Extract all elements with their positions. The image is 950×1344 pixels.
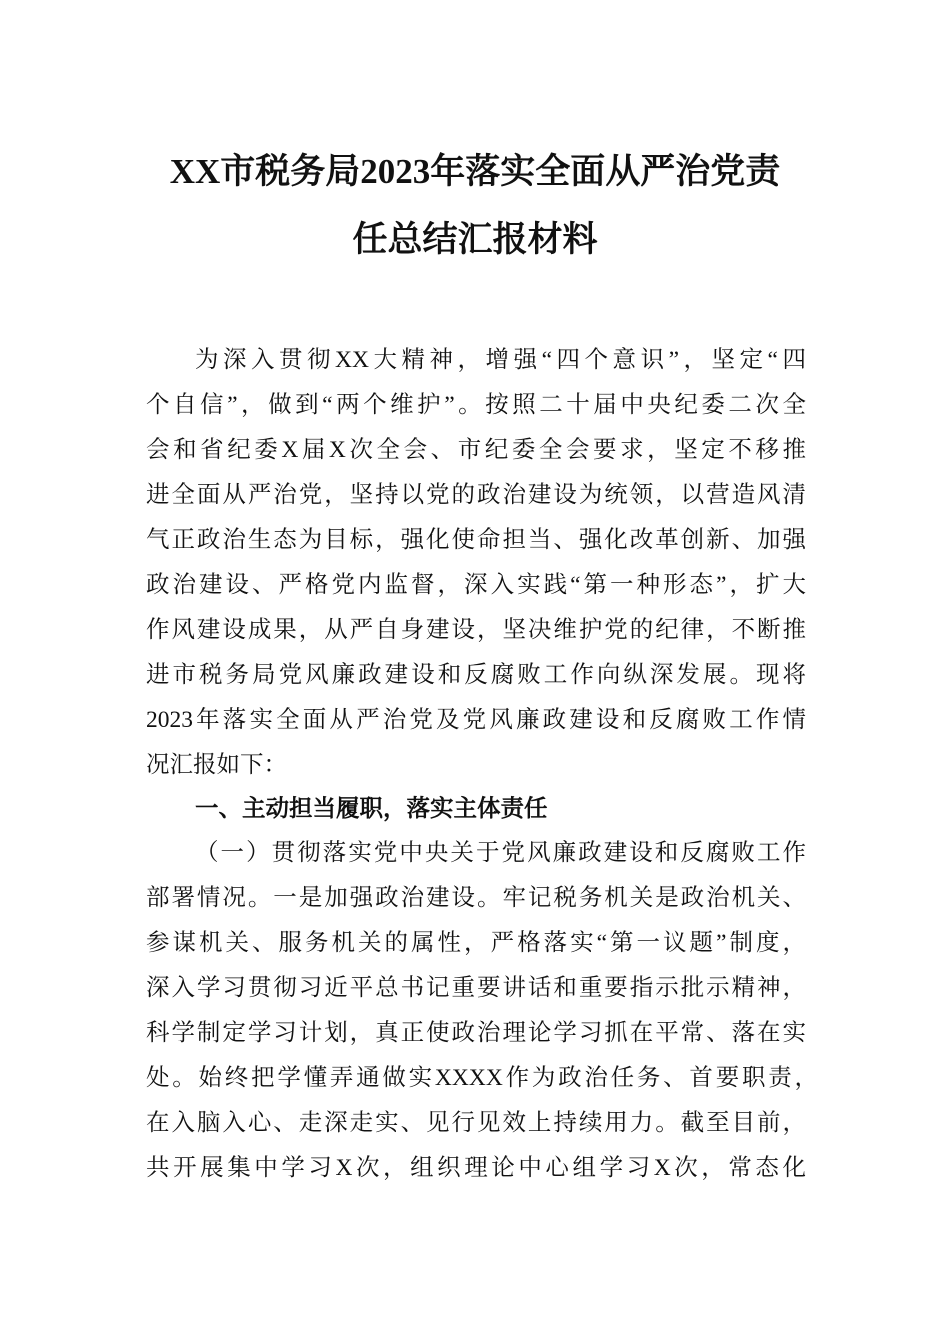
paragraph-line: 2023年落实全面从严治党及党风廉政建设和反腐败工作情 (146, 707, 806, 733)
paragraph-line: （一）贯彻落实党中央关于党风廉政建设和反腐败工作 (195, 840, 806, 866)
paragraph-line: 会和省纪委X届X次全会、市纪委全会要求，坚定不移推 (146, 437, 806, 463)
paragraph-line: 在入脑入心、走深走实、见行见效上持续用力。截至目前， (146, 1110, 806, 1136)
paragraph-line: 政治建设、严格党内监督，深入实践“第一种形态”，扩大 (146, 572, 806, 598)
section-heading: 一、主动担当履职，落实主体责任 (195, 795, 548, 821)
paragraph-line: 部署情况。一是加强政治建设。牢记税务机关是政治机关、 (146, 885, 806, 911)
paragraph-line: 进全面从严治党，坚持以党的政治建设为统领，以营造风清 (146, 482, 806, 508)
paragraph-line: 共开展集中学习X次，组织理论中心组学习X次，常态化 (146, 1155, 806, 1181)
paragraph-line: 参谋机关、服务机关的属性，严格落实“第一议题”制度， (146, 930, 806, 956)
paragraph-line: 进市税务局党风廉政建设和反腐败工作向纵深发展。现将 (146, 662, 806, 688)
paragraph-line: 深入学习贯彻习近平总书记重要讲话和重要指示批示精神， (146, 975, 806, 1001)
paragraph-line: 作风建设成果，从严自身建设，坚决维护党的纪律，不断推 (146, 617, 806, 643)
paragraph-line: 个自信”，做到“两个维护”。按照二十届中央纪委二次全 (146, 392, 806, 418)
paragraph-line: 处。始终把学懂弄通做实XXXX作为政治任务、首要职责， (146, 1065, 818, 1091)
document-title-line-1: XX市税务局2023年落实全面从严治党责 (169, 152, 781, 191)
paragraph-line: 况汇报如下： (146, 752, 287, 778)
paragraph-line: 气正政治生态为目标，强化使命担当、强化改革创新、加强 (146, 527, 806, 553)
paragraph-line: 为深入贯彻XX大精神，增强“四个意识”，坚定“四 (195, 347, 806, 373)
document-title-line-2: 任总结汇报材料 (352, 220, 598, 259)
paragraph-line: 科学制定学习计划，真正使政治理论学习抓在平常、落在实 (146, 1020, 806, 1046)
